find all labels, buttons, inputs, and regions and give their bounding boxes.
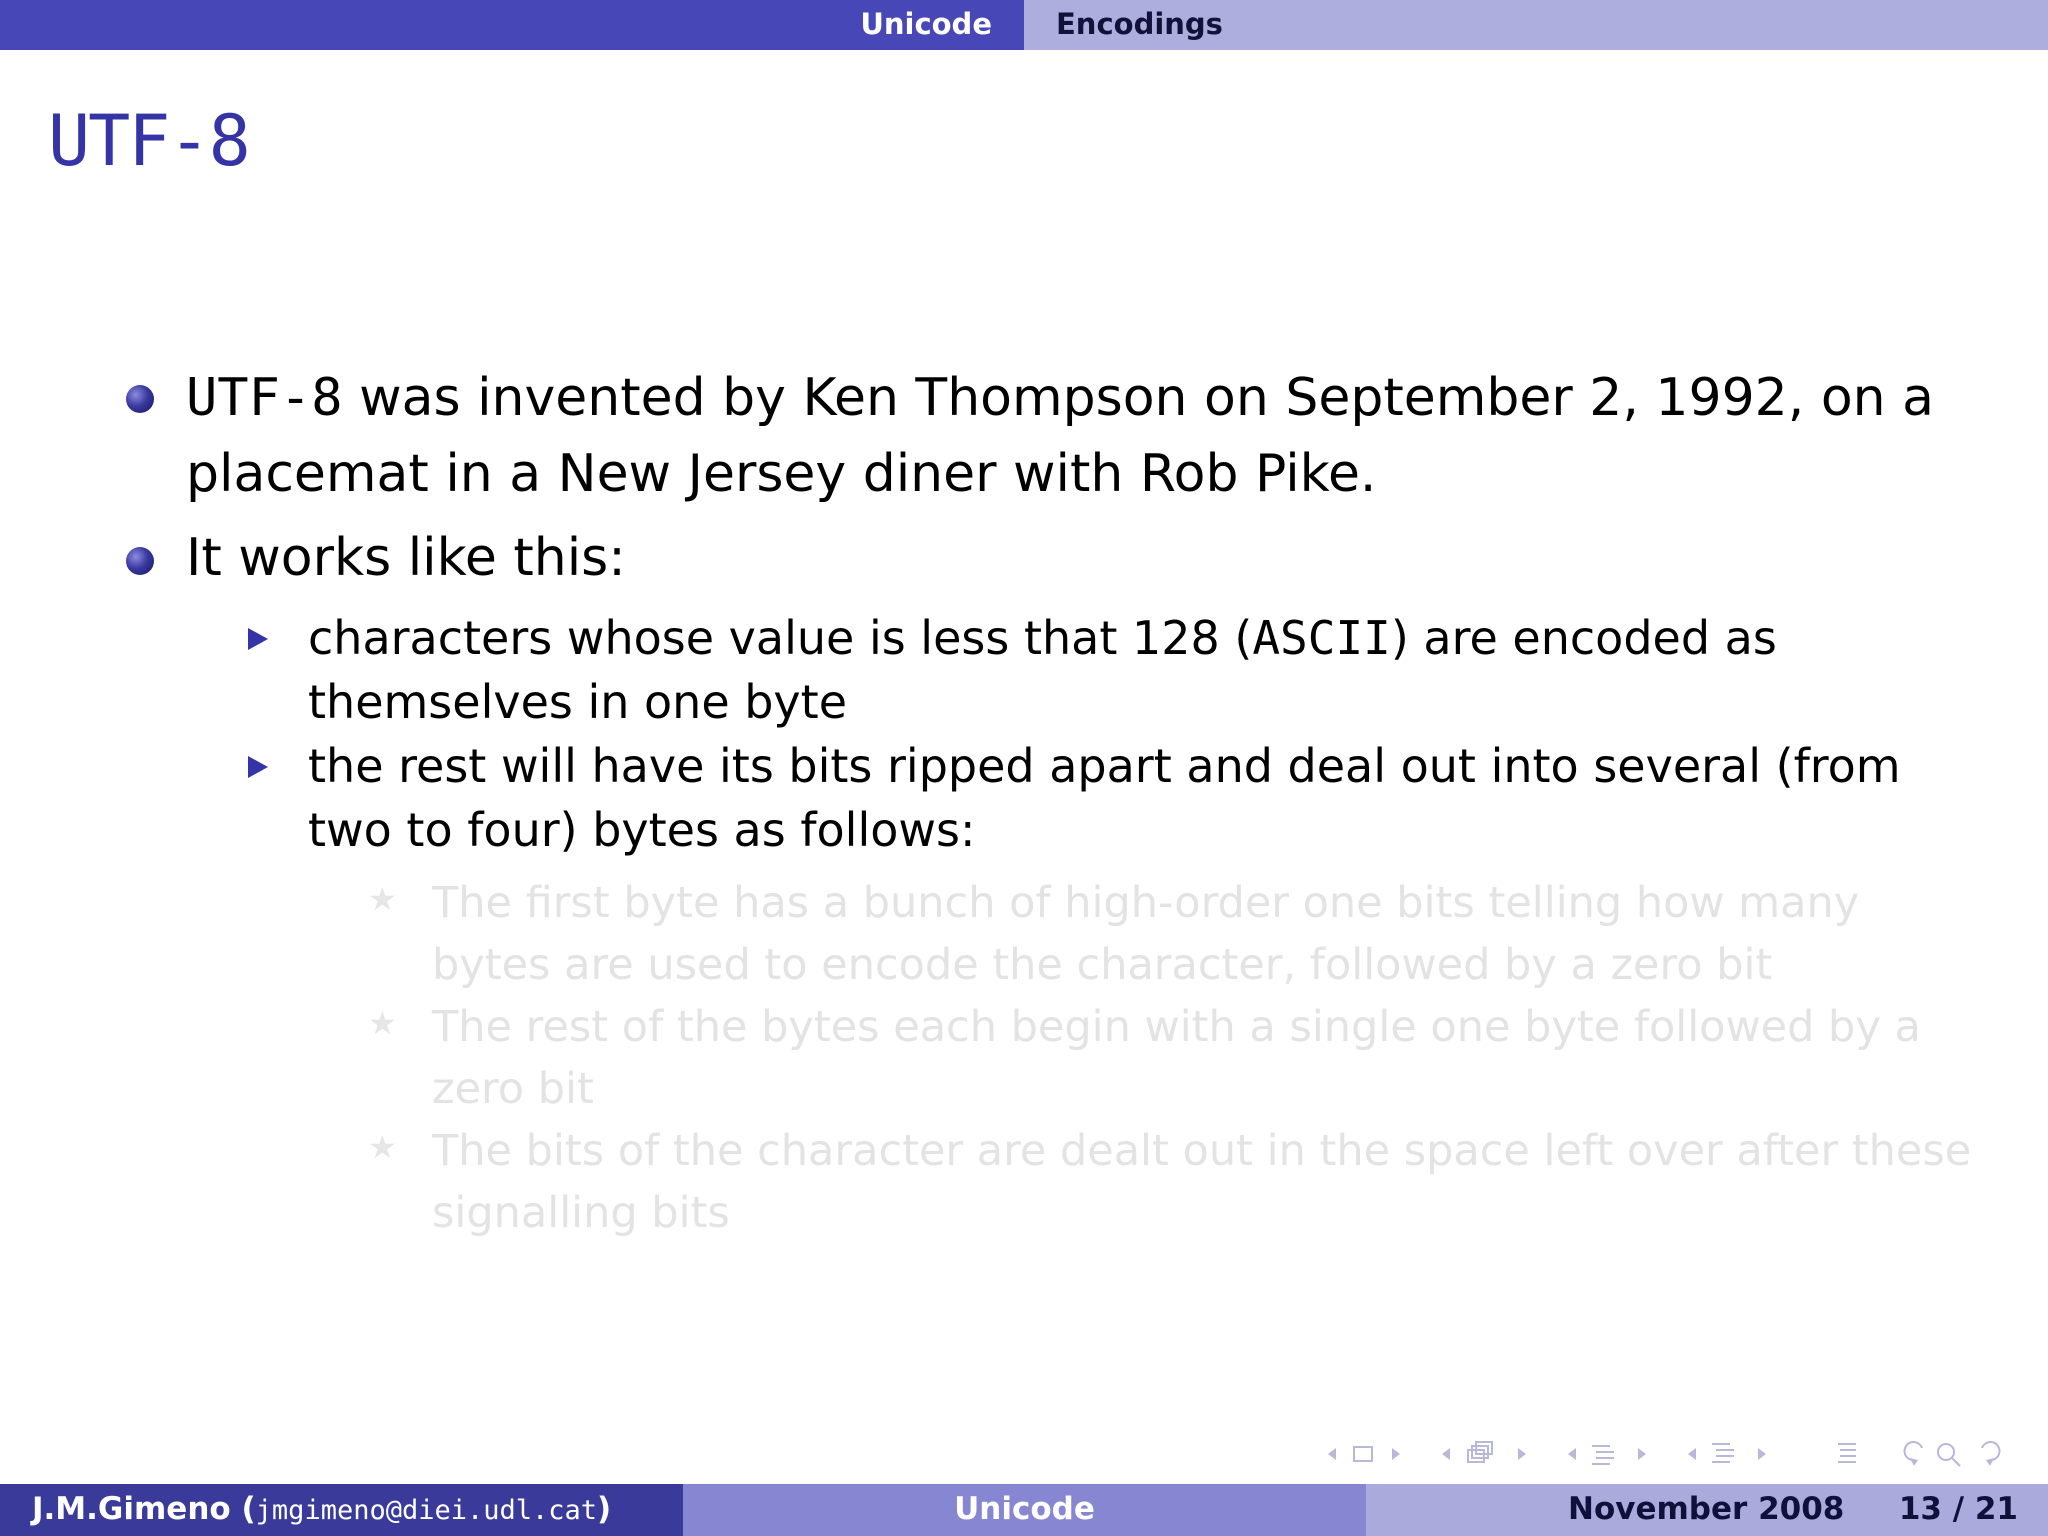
section-next-icon[interactable] — [1638, 1448, 1646, 1460]
subitem-1-code: ASCII — [1252, 611, 1391, 665]
footer — [0, 1484, 2048, 1536]
star-bullet-icon: ★ — [368, 1004, 397, 1042]
footer-date: November 2008 — [1568, 1491, 1845, 1527]
faded-item-2-line1: The rest of the bytes each begin with a single one byte followed by a — [432, 1002, 1921, 1052]
subitem-1-pre: characters whose value is less that 128 ( — [308, 611, 1253, 665]
footer-author: J.M.Gimeno — [32, 1491, 231, 1527]
section-icon[interactable] — [1592, 1446, 1614, 1464]
subsection-icon[interactable] — [1468, 1442, 1492, 1462]
subsection-prev-icon[interactable] — [1442, 1448, 1450, 1460]
bullet-dot-icon — [126, 547, 154, 575]
star-bullet-icon: ★ — [368, 1128, 397, 1166]
subitem-2 — [308, 734, 1901, 862]
frame-next-icon[interactable] — [1392, 1448, 1400, 1460]
faded-item-1 — [432, 872, 1859, 996]
triangle-bullet-icon — [248, 756, 268, 778]
footer-title: Unicode — [954, 1491, 1095, 1527]
slide-icon[interactable] — [1712, 1444, 1734, 1462]
bullet-2-text: It works like this: — [186, 528, 626, 588]
footer-date-box — [1366, 1484, 2048, 1536]
bullet-1-code: UTF-8 — [186, 368, 343, 428]
footer-email: jmgimeno@diei.udl.cat — [255, 1495, 598, 1526]
section-prev-icon[interactable] — [1568, 1448, 1576, 1460]
bullet-item-1 — [186, 360, 1934, 512]
bullet-dot-icon — [126, 385, 154, 413]
top-nav-left — [0, 0, 1024, 50]
frame-title: UTF-8 — [48, 100, 249, 182]
footer-author-box: J.M.Gimeno (jmgimeno@diei.udl.cat) — [0, 1484, 683, 1536]
faded-item-3 — [432, 1120, 1971, 1244]
subitem-1-line2: themselves in one byte — [308, 675, 847, 729]
nav-section-link[interactable]: Unicode — [860, 7, 992, 41]
faded-item-1-line1: The first byte has a bunch of high-order one bits telling how many — [432, 878, 1860, 928]
triangle-bullet-icon — [248, 628, 268, 650]
frame-prev-icon[interactable] — [1328, 1448, 1336, 1460]
forward-icon[interactable] — [1982, 1442, 1999, 1466]
bullet-1-line1: was invented by Ken Thompson on September 2, 1992, on a — [342, 368, 1934, 428]
star-bullet-icon: ★ — [368, 880, 397, 918]
top-nav-right — [1024, 0, 2048, 50]
subitem-2-line2: two to four) bytes as follows: — [308, 803, 976, 857]
frame-icon[interactable] — [1354, 1447, 1372, 1461]
toc-icon[interactable] — [1838, 1444, 1856, 1462]
subitem-2-line1: the rest will have its bits ripped apart and deal out into several (from — [308, 739, 1901, 793]
faded-item-3-line2: signalling bits — [432, 1188, 730, 1238]
faded-item-2-line2: zero bit — [432, 1064, 594, 1114]
subitem-1 — [308, 606, 1777, 734]
faded-item-2 — [432, 996, 1921, 1120]
nav-subsection-link[interactable]: Encodings — [1056, 7, 1223, 41]
navigation-symbols — [1310, 1432, 2030, 1476]
faded-item-3-line1: The bits of the character are dealt out in the space left over after these — [432, 1126, 1972, 1176]
footer-title-box — [683, 1484, 1366, 1536]
bullet-1-line2: placemat in a New Jersey diner with Rob Pike. — [186, 444, 1377, 504]
footer-page-number: 13 / 21 — [1898, 1491, 2018, 1527]
slide-prev-icon[interactable] — [1688, 1448, 1696, 1460]
subitem-1-post: ) are encoded as — [1390, 611, 1777, 665]
subsection-next-icon[interactable] — [1518, 1448, 1526, 1460]
faded-item-1-line2: bytes are used to encode the character, followed by a zero bit — [432, 940, 1773, 990]
search-icon[interactable] — [1938, 1444, 1960, 1466]
slide-next-icon[interactable] — [1758, 1448, 1766, 1460]
bullet-item-2 — [186, 520, 626, 596]
back-icon[interactable] — [1905, 1442, 1922, 1466]
top-nav-bar — [0, 0, 2048, 50]
